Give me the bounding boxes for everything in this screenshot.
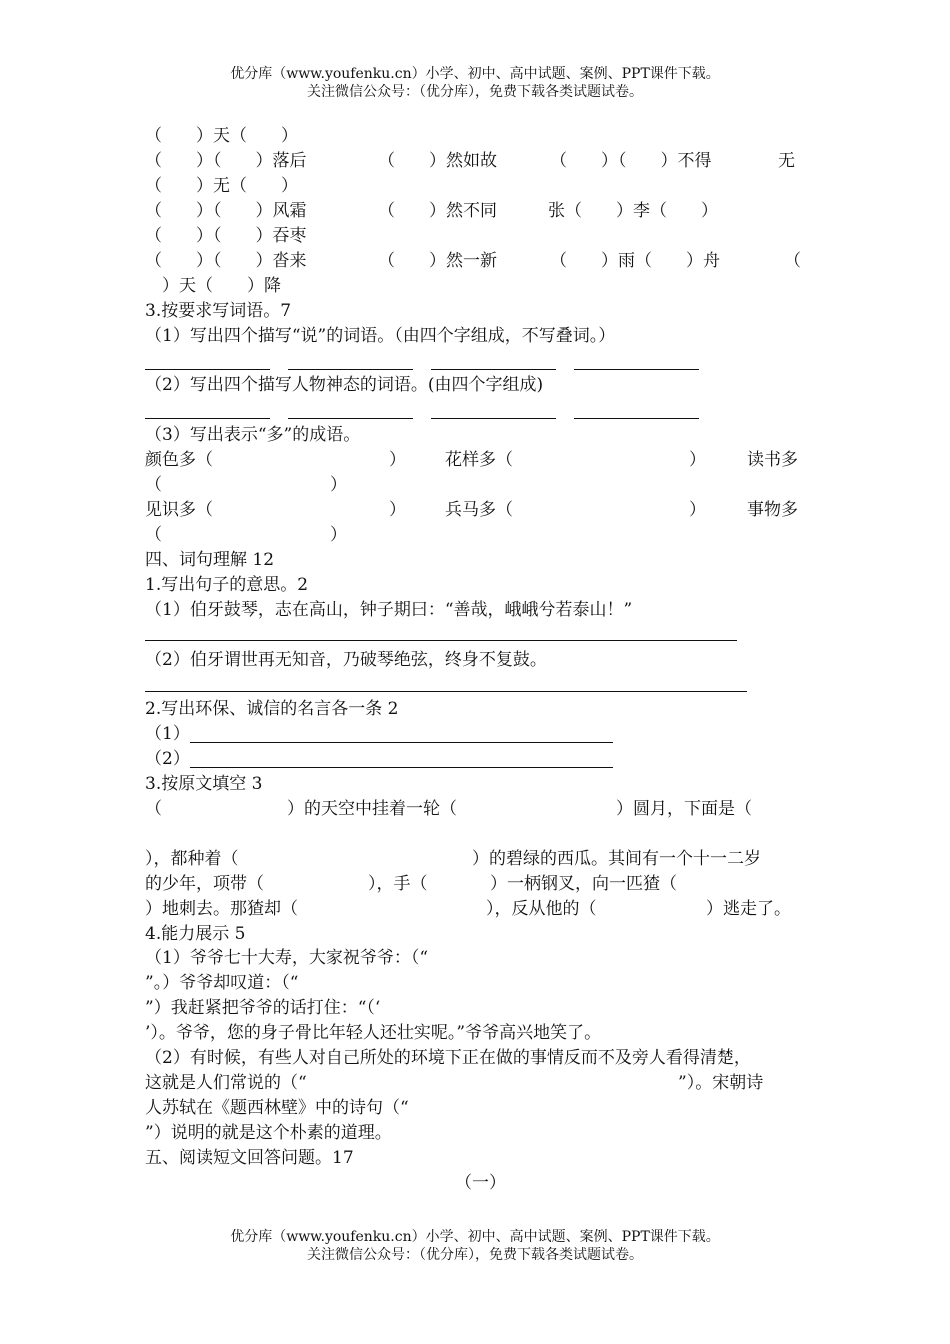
q3-title: 3.按要求写词语。7 <box>145 301 292 321</box>
s4-q1-sentence-1: （1）伯牙鼓琴，志在高山，钟子期曰：“善哉，峨峨兮若泰山！” <box>145 600 633 620</box>
idiom-row-4b: （ ）然不同 <box>378 201 497 221</box>
ability-1-line-1: （1）爷爷七十大寿，大家祝爷爷：（“ <box>145 948 429 968</box>
header-line-2: 关注微信公众号：（优分库），免费下载各类试题试卷。 <box>307 84 643 100</box>
fill-3b: ），手（ <box>368 874 428 894</box>
fill-1a: （ <box>145 799 162 819</box>
footer-line-2: 关注微信公众号：（优分库），免费下载各类试题试卷。 <box>307 1247 643 1263</box>
fill-2b: ）的碧绿的西瓜。其间有一个十一二岁 <box>472 849 761 869</box>
s4-q1-sentence-2: （2）伯牙谓世再无知音，乃破琴绝弦，终身不复鼓。 <box>145 650 547 670</box>
q3-row3-e: 事物多 <box>747 500 798 520</box>
idiom-row-2d: 无 <box>778 151 795 171</box>
idiom-row-4a: （ ）（ ）风霜 <box>145 201 307 221</box>
section-4-title: 四、词句理解 12 <box>145 550 275 570</box>
ability-2-line-1: （2）有时候，有些人对自己所处的环境下正在做的事情反而不及旁人看得清楚， <box>145 1048 751 1068</box>
q3-row3-c: 兵马多（ <box>445 500 513 520</box>
answer-blank[interactable] <box>145 418 270 419</box>
answer-line[interactable] <box>190 742 613 743</box>
q3-row1-b: ） <box>389 450 406 470</box>
fill-3c: ）一柄钢叉，向一匹猹（ <box>490 874 677 894</box>
ability-1-line-4: ’）。爷爷，您的身子骨比年轻人还壮实呢。”爷爷高兴地笑了。 <box>145 1023 602 1043</box>
idiom-row-2c: （ ）（ ）不得 <box>550 151 712 171</box>
section-5-title: 五、阅读短文回答问题。17 <box>145 1148 354 1168</box>
answer-blank[interactable] <box>288 369 413 370</box>
q3-row3-a: 见识多（ <box>145 500 213 520</box>
q3-row3-b: ） <box>389 500 406 520</box>
q3-row4-a: （ <box>145 525 162 545</box>
fill-4a: ）地刺去。那猹却（ <box>145 899 298 919</box>
fill-4c: ）逃走了。 <box>706 899 791 919</box>
q3-part-1: （1）写出四个描写“说”的词语。（由四个字组成，不写叠词。） <box>145 326 616 346</box>
idiom-row-6b: （ ）然一新 <box>378 251 497 271</box>
q3-row2-a: （ <box>145 475 162 495</box>
ability-2-line-4: ”）说明的就是这个朴素的道理。 <box>145 1123 392 1143</box>
answer-line[interactable] <box>145 640 737 641</box>
q3-row2-b: ） <box>330 475 347 495</box>
q3-part-3: （3）写出表示“多”的成语。 <box>145 425 361 445</box>
s4-q2-label-1: （1） <box>145 724 190 744</box>
s4-q1-title: 1.写出句子的意思。2 <box>145 575 309 595</box>
answer-line[interactable] <box>145 691 747 692</box>
q3-row1-d: ） <box>689 450 706 470</box>
q3-part-2: （2）写出四个描写人物神态的词语。(由四个字组成) <box>145 375 544 395</box>
q3-row3-d: ） <box>689 500 706 520</box>
answer-blank[interactable] <box>574 418 699 419</box>
idiom-row-2a: （ ）（ ）落后 <box>145 151 307 171</box>
idiom-row-7: ）天（ ）降 <box>162 276 281 296</box>
s4-q2-title: 2.写出环保、诚信的名言各一条 2 <box>145 699 399 719</box>
idiom-row-6d: （ <box>784 251 801 271</box>
s4-q2-label-2: （2） <box>145 749 190 769</box>
q3-row1-c: 花样多（ <box>445 450 513 470</box>
answer-blank[interactable] <box>288 418 413 419</box>
ability-1-line-2: ”。）爷爷却叹道：（“ <box>145 973 299 993</box>
s4-q4-title: 4.能力展示 5 <box>145 924 246 944</box>
idiom-row-5: （ ）（ ）吞枣 <box>145 226 307 246</box>
q3-row4-b: ） <box>330 525 347 545</box>
section-5-subtitle: （一） <box>455 1173 506 1193</box>
idiom-row-6c: （ ）雨（ ）舟 <box>550 251 720 271</box>
ability-2-line-3: 人苏轼在《题西林壁》中的诗句（“ <box>145 1098 409 1118</box>
idiom-row-4c: 张（ ）李（ ） <box>548 201 718 221</box>
footer-line-1: 优分库（www.youfenku.cn）小学、初中、高中试题、案例、PPT课件下载。 <box>230 1229 720 1245</box>
idiom-row-6a: （ ）（ ）沓来 <box>145 251 307 271</box>
answer-blank[interactable] <box>574 369 699 370</box>
header-line-1: 优分库（www.youfenku.cn）小学、初中、高中试题、案例、PPT课件下载。 <box>230 66 720 82</box>
q3-row1-a: 颜色多（ <box>145 450 213 470</box>
fill-4b: ），反从他的（ <box>486 899 597 919</box>
answer-blank[interactable] <box>431 418 556 419</box>
ability-2-line-2a: 这就是人们常说的（“ <box>145 1073 307 1093</box>
ability-1-line-3: ”）我赶紧把爷爷的话打住：“（‘ <box>145 998 381 1018</box>
fill-2a: ），都种着（ <box>145 849 239 869</box>
idiom-row-3: （ ）无（ ） <box>145 176 298 196</box>
fill-3a: 的少年，项带（ <box>145 874 264 894</box>
fill-1b: ）的天空中挂着一轮（ <box>287 799 457 819</box>
idiom-row-2b: （ ）然如故 <box>378 151 497 171</box>
q3-row1-e: 读书多 <box>747 450 798 470</box>
answer-blank[interactable] <box>431 369 556 370</box>
s4-q3-title: 3.按原文填空 3 <box>145 774 263 794</box>
answer-line[interactable] <box>190 767 613 768</box>
ability-2-line-2b: ”）。宋朝诗 <box>678 1073 764 1093</box>
answer-blank[interactable] <box>145 369 270 370</box>
idiom-row-1: （ ）天（ ） <box>145 126 298 146</box>
fill-1c: ）圆月，下面是（ <box>616 799 752 819</box>
